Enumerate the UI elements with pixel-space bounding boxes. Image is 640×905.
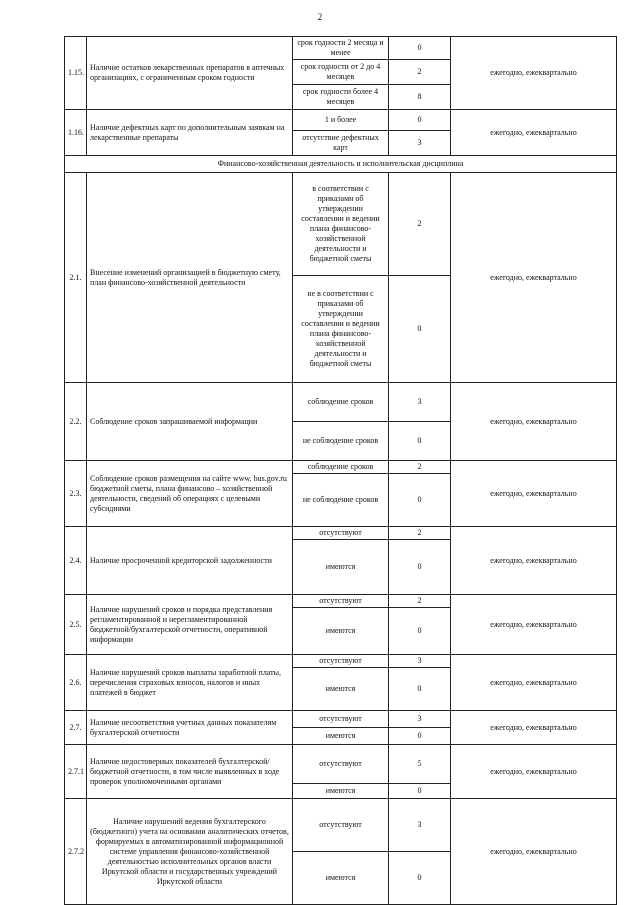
reporting-period: ежегодно, ежеквартально <box>451 110 617 156</box>
criterion-score: 8 <box>389 85 451 110</box>
indicator-name: Наличие нарушений ведения бухгалтерского (бюджетного) учета на основании аналитических отчетов, формируемых в автоматизированной информационной системе управления финансово-хозяйственной деятельностью исполнительных органов власти Иркутской области и государственных учреждений Иркутской области <box>87 799 293 905</box>
criterion-condition: отсутствуют <box>293 711 389 728</box>
criterion-condition: имеются <box>293 540 389 595</box>
row-number: 2.6. <box>65 655 87 711</box>
indicator-name: Соблюдение сроков запрашиваемой информации <box>87 383 293 461</box>
table-row <box>65 711 617 728</box>
criterion-condition: отсутствуют <box>293 655 389 668</box>
table-row <box>65 799 617 852</box>
criterion-condition: имеются <box>293 784 389 799</box>
criterion-score: 2 <box>389 60 451 85</box>
criterion-score: 5 <box>389 745 451 784</box>
indicator-name: Внесение изменений организацией в бюджетную смету, план финансово-хозяйственной деятельности <box>87 173 293 383</box>
indicator-name: Наличие несоответствия учетных данных показателям бухгалтерской отчетности <box>87 711 293 745</box>
indicator-name: Наличие дефектных карт по дополнительным заявкам на лекарственные препараты <box>87 110 293 156</box>
criteria-table <box>64 36 617 905</box>
row-number: 2.3. <box>65 461 87 527</box>
page-number: 2 <box>317 12 323 22</box>
row-number: 2.5. <box>65 595 87 655</box>
criterion-condition: соблюдение сроков <box>293 461 389 474</box>
criterion-score: 3 <box>389 131 451 156</box>
table-row <box>65 655 617 668</box>
criterion-condition: в соответствии с приказами об утверждении составлении и ведении плана финансово-хозяйственной деятельности и бюджетной сметы <box>293 173 389 276</box>
reporting-period: ежегодно, ежеквартально <box>451 711 617 745</box>
criterion-condition: срок годности более 4 месяцев <box>293 85 389 110</box>
criterion-condition: отсутствуют <box>293 527 389 540</box>
section-title: Финансово-хозяйственная деятельность и исполнительская дисциплина <box>65 156 617 173</box>
row-number: 2.7. <box>65 711 87 745</box>
criterion-score: 2 <box>389 595 451 608</box>
table-row <box>65 383 617 422</box>
criterion-condition: отсутствуют <box>293 595 389 608</box>
criterion-score: 0 <box>389 422 451 461</box>
table-row <box>65 110 617 131</box>
criterion-condition: имеются <box>293 728 389 745</box>
reporting-period: ежегодно, ежеквартально <box>451 383 617 461</box>
criterion-score: 0 <box>389 540 451 595</box>
criterion-condition: не соблюдение сроков <box>293 474 389 527</box>
indicator-name: Наличие просроченной кредиторской задолженности <box>87 527 293 595</box>
table-row <box>65 595 617 608</box>
criterion-condition: срок годности от 2 до 4 месяцев <box>293 60 389 85</box>
row-number: 2.4. <box>65 527 87 595</box>
reporting-period: ежегодно, ежеквартально <box>451 527 617 595</box>
criterion-score: 3 <box>389 711 451 728</box>
reporting-period: ежегодно, ежеквартально <box>451 595 617 655</box>
reporting-period: ежегодно, ежеквартально <box>451 37 617 110</box>
criterion-condition: срок годности 2 месяца и менее <box>293 37 389 60</box>
criterion-score: 0 <box>389 474 451 527</box>
row-number: 2.1. <box>65 173 87 383</box>
section-row <box>65 156 617 173</box>
criterion-score: 3 <box>389 383 451 422</box>
table-row <box>65 173 617 276</box>
table-row <box>65 461 617 474</box>
table-row <box>65 527 617 540</box>
criterion-condition: соблюдение сроков <box>293 383 389 422</box>
reporting-period: ежегодно, ежеквартально <box>451 173 617 383</box>
criterion-score: 0 <box>389 608 451 655</box>
row-number: 2.7.1 <box>65 745 87 799</box>
reporting-period: ежегодно, ежеквартально <box>451 655 617 711</box>
criterion-condition: имеются <box>293 852 389 905</box>
criterion-score: 0 <box>389 668 451 711</box>
indicator-name: Наличие нарушений сроков выплаты заработной платы, перечисления страховых взносов, налогов и иных платежей в бюджет <box>87 655 293 711</box>
row-number: 2.7.2 <box>65 799 87 905</box>
criterion-condition: имеются <box>293 608 389 655</box>
row-number: 1.16. <box>65 110 87 156</box>
table-row <box>65 745 617 784</box>
reporting-period: ежегодно, ежеквартально <box>451 461 617 527</box>
criterion-score: 2 <box>389 173 451 276</box>
table-row <box>65 37 617 60</box>
row-number: 2.2. <box>65 383 87 461</box>
criterion-score: 0 <box>389 784 451 799</box>
criterion-score: 0 <box>389 728 451 745</box>
criterion-score: 2 <box>389 461 451 474</box>
criterion-condition: имеются <box>293 668 389 711</box>
criterion-condition: отсутствуют <box>293 799 389 852</box>
criterion-condition: отсутствие дефектных карт <box>293 131 389 156</box>
criterion-score: 0 <box>389 276 451 383</box>
criterion-score: 0 <box>389 37 451 60</box>
indicator-name: Наличие остатков лекарственных препаратов в аптечных организациях, с ограниченным сроком годности <box>87 37 293 110</box>
criterion-condition: не соблюдение сроков <box>293 422 389 461</box>
criterion-condition: отсутствуют <box>293 745 389 784</box>
reporting-period: ежегодно, ежеквартально <box>451 745 617 799</box>
reporting-period: ежегодно, ежеквартально <box>451 799 617 905</box>
criterion-score: 2 <box>389 527 451 540</box>
row-number: 1.15. <box>65 37 87 110</box>
indicator-name: Наличие недостоверных показателей бухгалтерской/бюджетной отчетности, в том числе выявленных в ходе проверок уполномоченными органами <box>87 745 293 799</box>
criterion-score: 3 <box>389 799 451 852</box>
criterion-score: 0 <box>389 852 451 905</box>
criterion-condition: 1 и более <box>293 110 389 131</box>
criterion-score: 3 <box>389 655 451 668</box>
indicator-name: Наличие нарушений сроков и порядка представления регламентированной и нерегламентированной бюджетной/бухгалтерской отчетности, оперативной информации <box>87 595 293 655</box>
criterion-condition: не в соответствии с приказами об утверждении составлении и ведении плана финансово-хозяйственной деятельности и бюджетной сметы <box>293 276 389 383</box>
indicator-name: Соблюдение сроков размещения на сайте www. bus.gov.ru бюджетной сметы, плана финансово – хозяйственной деятельности, сведений об операциях с целевыми субсидиями <box>87 461 293 527</box>
criterion-score: 0 <box>389 110 451 131</box>
